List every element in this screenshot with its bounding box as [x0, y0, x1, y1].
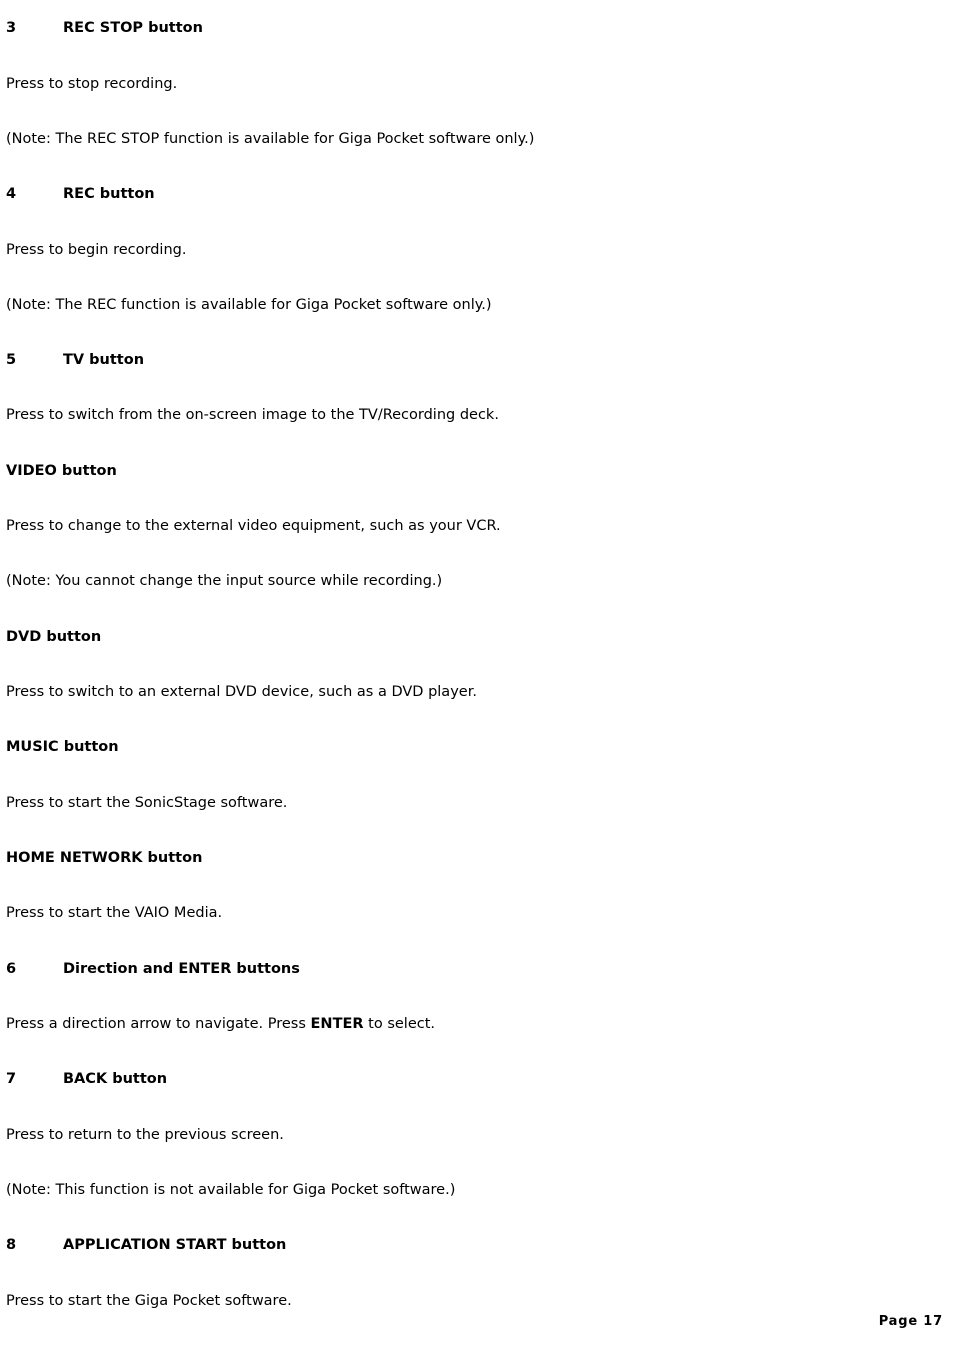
section-heading-tv	[6, 350, 144, 370]
section-note: (Note: You cannot change the input source while recording.)	[6, 573, 443, 589]
section-description: Press to start the VAIO Media.	[6, 905, 223, 921]
section-number: 3	[6, 20, 17, 36]
section-description: Press to return to the previous screen.	[6, 1127, 284, 1143]
section-description: Press to change to the external video equipment, such as your VCR.	[6, 518, 501, 534]
enter-key-label: ENTER	[310, 1016, 364, 1032]
section-number: 8	[6, 1237, 17, 1253]
section-description: Press to switch from the on-screen image to the TV/Recording deck.	[6, 407, 499, 423]
section-heading-back	[6, 1069, 167, 1089]
section-number: 5	[6, 352, 17, 368]
section-number: 6	[6, 961, 17, 977]
description-text: to select.	[363, 1016, 436, 1032]
section-title: TV button	[63, 352, 145, 368]
section-description: Press to stop recording.	[6, 76, 178, 92]
section-description: Press to start the Giga Pocket software.	[6, 1293, 292, 1309]
section-note: (Note: The REC STOP function is available for Giga Pocket software only.)	[6, 131, 535, 147]
section-title: REC STOP button	[63, 20, 203, 36]
section-number: 4	[6, 186, 17, 202]
section-title: APPLICATION START button	[63, 1237, 287, 1253]
section-heading-dvd: DVD button	[6, 629, 102, 645]
section-title: Direction and ENTER buttons	[63, 961, 300, 977]
section-heading-application-start	[6, 1235, 286, 1255]
section-title: BACK button	[63, 1071, 168, 1087]
section-heading-rec	[6, 184, 155, 204]
section-heading-direction-enter	[6, 959, 300, 979]
section-heading-music: MUSIC button	[6, 739, 119, 755]
section-heading-home-network: HOME NETWORK button	[6, 850, 203, 866]
section-note: (Note: The REC function is available for Giga Pocket software only.)	[6, 297, 492, 313]
section-number: 7	[6, 1071, 17, 1087]
section-title: REC button	[63, 186, 155, 202]
section-heading-rec-stop	[6, 18, 203, 38]
section-description: Press to start the SonicStage software.	[6, 795, 288, 811]
section-description	[6, 1014, 435, 1034]
section-heading-video: VIDEO button	[6, 463, 117, 479]
description-text: Press a direction arrow to navigate. Press	[6, 1016, 311, 1032]
section-note: (Note: This function is not available for Giga Pocket software.)	[6, 1182, 456, 1198]
page-number: Page 17	[878, 1314, 943, 1329]
section-description: Press to switch to an external DVD device, such as a DVD player.	[6, 684, 477, 700]
section-description: Press to begin recording.	[6, 242, 187, 258]
